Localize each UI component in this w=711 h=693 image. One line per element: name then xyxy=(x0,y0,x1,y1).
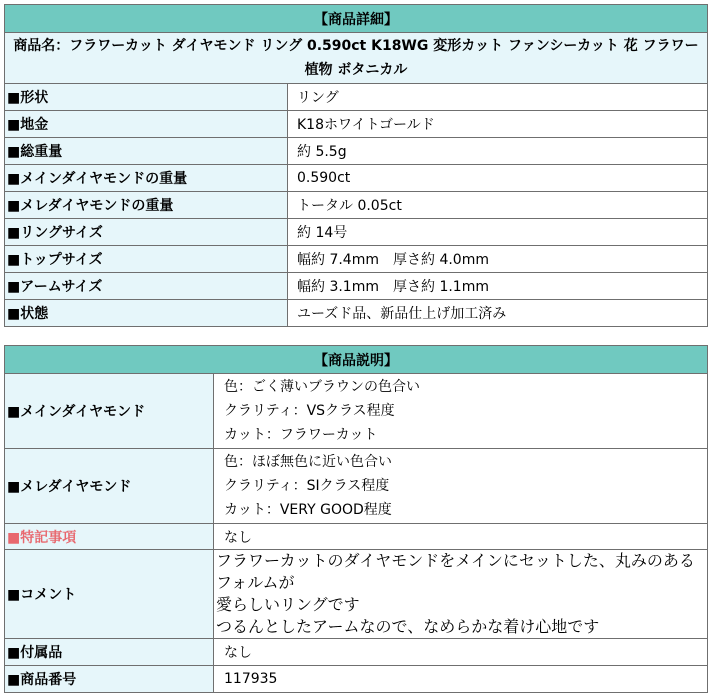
detail-label: ■形状 xyxy=(5,84,288,111)
desc-label: ■付属品 xyxy=(5,639,214,666)
desc-row-melee-diamond xyxy=(5,449,708,524)
detail-label: ■アームサイズ xyxy=(5,273,288,300)
comment-line: 愛らしいリングです xyxy=(216,595,360,614)
desc-label: ■コメント xyxy=(5,550,214,639)
desc-row-comment xyxy=(5,550,708,639)
description-header: 【商品説明】 xyxy=(5,346,708,374)
product-description-table xyxy=(4,345,708,693)
desc-row-accessories xyxy=(5,639,708,666)
detail-value: 幅約 7.4mm 厚さ約 4.0mm xyxy=(288,246,708,273)
detail-row-arm-size xyxy=(5,273,708,300)
detail-value: 幅約 3.1mm 厚さ約 1.1mm xyxy=(288,273,708,300)
comment-line: つるんとしたアームなので、なめらかな着け心地です xyxy=(216,617,600,636)
detail-value: リング xyxy=(288,84,708,111)
desc-label: ■メレダイヤモンド xyxy=(5,449,214,524)
special-note-label: ■特記事項 xyxy=(5,524,214,550)
detail-label: ■地金 xyxy=(5,111,288,138)
detail-row-metal xyxy=(5,111,708,138)
product-number-value: 117935 xyxy=(214,666,708,693)
desc-row-special-note xyxy=(5,524,708,550)
detail-row-ring-size xyxy=(5,219,708,246)
melee-diamond-cut: カット：VERY GOOD程度 xyxy=(224,502,392,518)
detail-row-top-size xyxy=(5,246,708,273)
desc-label: ■商品番号 xyxy=(5,666,214,693)
detail-value: 約 14号 xyxy=(288,219,708,246)
detail-row-total-weight xyxy=(5,138,708,165)
desc-row-main-diamond xyxy=(5,374,708,449)
detail-value: 約 5.5g xyxy=(288,138,708,165)
main-diamond-cut: カット：フラワーカット xyxy=(224,427,378,443)
detail-label: ■メインダイヤモンドの重量 xyxy=(5,165,288,192)
desc-row-product-number xyxy=(5,666,708,693)
product-details-table xyxy=(4,4,708,327)
detail-row-condition xyxy=(5,300,708,327)
special-note-value: なし xyxy=(214,524,708,550)
melee-diamond-clarity: クラリティ：SIクラス程度 xyxy=(224,478,390,494)
detail-row-melee-diamond-weight xyxy=(5,192,708,219)
detail-value: K18ホワイトゴールド xyxy=(288,111,708,138)
accessories-value: なし xyxy=(214,639,708,666)
detail-row-shape xyxy=(5,84,708,111)
main-diamond-clarity: クラリティ：VSクラス程度 xyxy=(224,403,395,419)
main-diamond-color: 色：ごく薄いブラウンの色合い xyxy=(224,379,420,395)
details-header: 【商品詳細】 xyxy=(5,5,708,33)
detail-value: 0.590ct xyxy=(288,165,708,192)
melee-diamond-color: 色：ほぼ無色に近い色合い xyxy=(224,454,392,470)
detail-label: ■総重量 xyxy=(5,138,288,165)
detail-value: トータル 0.05ct xyxy=(288,192,708,219)
detail-value: ユーズド品、新品仕上げ加工済み xyxy=(288,300,708,327)
detail-label: ■メレダイヤモンドの重量 xyxy=(5,192,288,219)
detail-row-main-diamond-weight xyxy=(5,165,708,192)
detail-label: ■トップサイズ xyxy=(5,246,288,273)
detail-label: ■リングサイズ xyxy=(5,219,288,246)
comment-line: フラワーカットのダイヤモンドをメインにセットした、丸みのあるフォルムが xyxy=(216,551,695,592)
product-name: 商品名：フラワーカット ダイヤモンド リング 0.590ct K18WG 変形カット ファンシーカット 花 フラワー 植物 ボタニカル xyxy=(5,33,708,84)
detail-label: ■状態 xyxy=(5,300,288,327)
desc-label: ■メインダイヤモンド xyxy=(5,374,214,449)
